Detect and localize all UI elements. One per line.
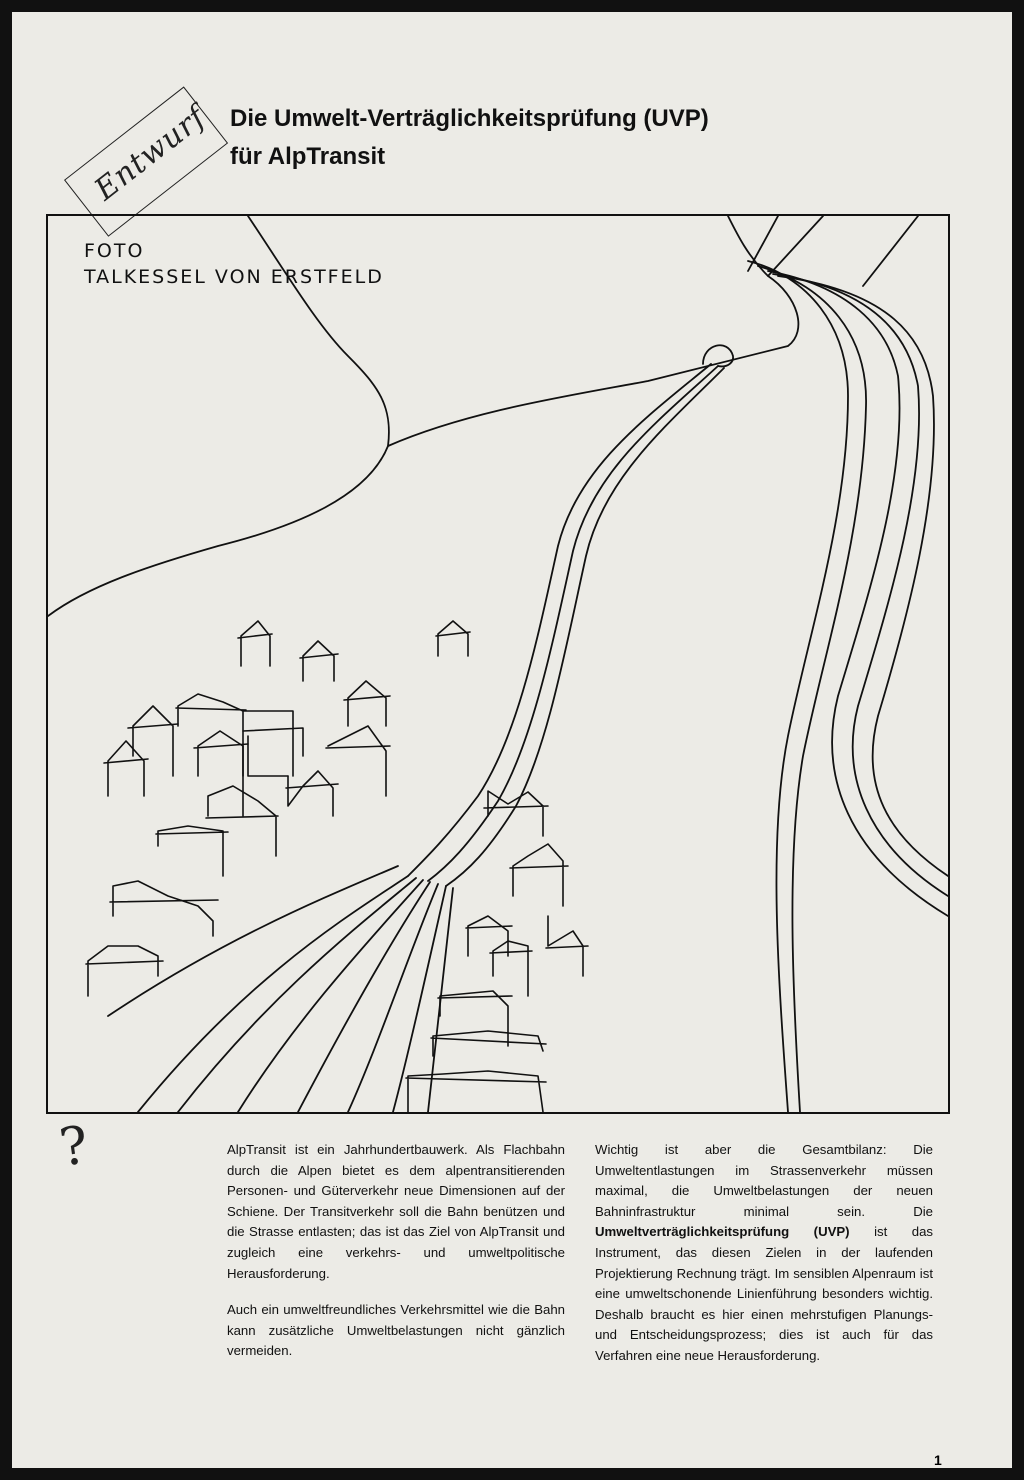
title-line-2: für AlpTransit bbox=[230, 143, 386, 170]
mountain-ridge-middle bbox=[388, 216, 798, 446]
paragraph-left-2: Auch ein umweltfreundliches Verkehrsmittel wie die Bahn kann zusätzliche Umweltbelastungen nicht gänzlich vermeiden. bbox=[227, 1302, 565, 1359]
text-column-left bbox=[227, 1140, 565, 1378]
paragraph-left-1: AlpTransit ist ein Jahrhundertbauwerk. Als Flachbahn durch die Alpen bietet es dem alpentransitierenden Personen- und Güterverkehr neue Dimensionen auf der Schiene. Der Transitverkehr soll die Bahn benützen und die Strasse entlasten; das ist das Ziel von AlpTransit und zugleich eine verkehrs- und umweltpolitische Herausforderung. bbox=[227, 1142, 565, 1281]
rail-track-1 bbox=[408, 364, 711, 876]
mountain-ridge-right-3 bbox=[863, 216, 918, 286]
paragraph-right-1-end: ist das Instrument, das diesen Zielen in der laufenden Projektierung Rechnung trägt. Im sensiblen Alpenraum ist eine umweltschonende Linienführung besonders wichtig. Deshalb braucht es hier einen mehrstufigen Planungs- und Entscheidungsprozess; dies ist auch für das Verfahren eine neue Herausforderung. bbox=[595, 1224, 934, 1363]
paragraph-right-1 bbox=[595, 1140, 933, 1367]
text-column-right bbox=[595, 1140, 933, 1383]
paragraph-right-1-start: Wichtig ist aber die Gesamtbilanz: Die Umweltentlastungen im Strassenverkehr müssen maximal, die Umweltbelastungen der neuen Bahninfrastruktur minimal sein. Die bbox=[595, 1142, 933, 1219]
mountain-ridge-right-2 bbox=[768, 216, 823, 276]
rail-fan-2 bbox=[178, 878, 416, 1112]
page-number: 1 bbox=[934, 1452, 942, 1468]
sketch-illustration bbox=[46, 214, 950, 1114]
sketch-note-line-1: FOTO bbox=[84, 240, 145, 262]
rail-fan-1 bbox=[138, 876, 408, 1112]
village-left bbox=[86, 621, 470, 996]
uvp-term: Umweltverträglichkeitsprüfung (UVP) bbox=[595, 1224, 850, 1240]
margin-question-mark: ? bbox=[55, 1115, 92, 1179]
sketch-note-line-2: TALKESSEL VON ERSTFELD bbox=[84, 266, 384, 288]
sketch-note bbox=[84, 238, 384, 290]
draft-stamp-text: Entwurf bbox=[88, 99, 213, 208]
rail-right-4 bbox=[773, 274, 948, 896]
document-page bbox=[12, 12, 1012, 1468]
rail-right-2 bbox=[758, 266, 866, 1112]
sketch-drawing bbox=[48, 216, 948, 1112]
title-line-1: Die Umwelt-Verträglichkeitsprüfung (UVP) bbox=[230, 105, 709, 132]
page-title bbox=[230, 100, 709, 176]
rail-right-1 bbox=[748, 261, 848, 1112]
